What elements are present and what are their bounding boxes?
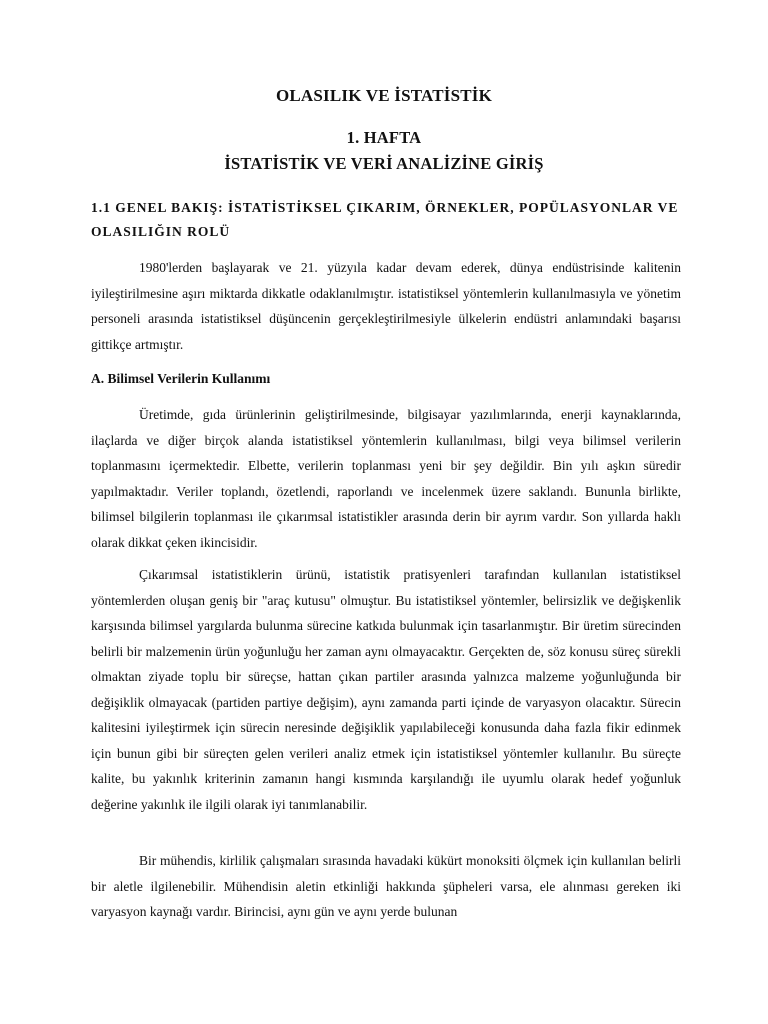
subsection-heading: A. Bilimsel Verilerin Kullanımı [91, 371, 271, 386]
document-title: OLASILIK VE İSTATİSTİK [275, 86, 493, 105]
week-label: 1. HAFTA [346, 128, 422, 147]
section-heading: 1.1 GENEL BAKIŞ: İSTATİSTİKSEL ÇIKARIM, ÖRNEKLER, POPÜLASYONLAR VE OLASILIĞIN ROLÜ [91, 200, 679, 239]
chapter-subtitle: İSTATİSTİK VE VERİ ANALİZİNE GİRİŞ [224, 154, 544, 173]
paragraph-3: Çıkarımsal istatistiklerin ürünü, istatistik pratisyenleri tarafından kullanılan istatistiksel yöntemlerden oluşan geniş bir "araç kutusu" olmuştur. Bu istatistiksel yöntemler, belirsizlik ve değişkenlik karşısında bilimsel yargılarda bulunma sürecine katkıda bulunmak için tasarlanmıştır. Bir üretim sürecinden belirli bir malzemenin ürün yoğunluğu her zaman aynı olmayacaktır. Gerçekten de, söz konusu süreç sürekli olmaktan ziyade toplu bir süreçse, hattan çıkan partiler arasında yalnızca malzeme yoğunluğunda bir değişiklik olmayacak (partiden partiye değişim), aynı zamanda parti içinde de varyasyon olacaktır. Sürecin kalitesini iyileştirmek için sürecin neresinde değişiklik yapılabileceği konusunda daha fazla fikir edinmek için bunun gibi bir süreçten gelen verileri analiz etmek için istatistiksel yöntemler kullanılır. Bu süreçte kalite, bu yakınlık kriterinin zamanın hangi kısmında karşılandığı ile uyumlu olarak hedef yoğunluk değerine yakınlık ile ilgili olarak iyi tanımlanabilir. [91, 567, 681, 812]
paragraph-1: 1980'lerden başlayarak ve 21. yüzyıla kadar devam ederek, dünya endüstrisinde kalitenin iyileştirilmesine aşırı miktarda dikkatle odaklanılmıştır. istatistiksel yöntemlerin kullanılmasıyla ve yönetim personeli arasında istatistiksel düşüncenin gerçekleştirilmesiyle ülkelerin endüstri anlamındaki başarısı gittikçe artmıştır. [91, 260, 681, 352]
paragraph-4: Bir mühendis, kirlilik çalışmaları sırasında havadaki kükürt monoksiti ölçmek için kullanılan belirli bir aletle ilgilenebilir. Mühendisin aletin etkinliği hakkında şüpheleri varsa, ele alınması gereken iki varyasyon kaynağı vardır. Birincisi, aynı gün ve aynı yerde bulunan [91, 853, 681, 919]
paragraph-2: Üretimde, gıda ürünlerinin geliştirilmesinde, bilgisayar yazılımlarında, enerji kaynaklarında, ilaçlarda ve diğer birçok alanda istatistiksel yöntemlerin kullanılması, bilgi veya bilimsel verilerin toplanmasını içermektedir. Elbette, verilerin toplanması yeni bir şey değildir. Bin yılı aşkın süredir yapılmaktadır. Veriler toplandı, özetlendi, raporlandı ve incelenmek üzere saklandı. Bununla birlikte, bilimsel bilgilerin toplanması ile çıkarımsal istatistikler arasında derin bir ayrım vardır. Son yıllarda haklı olarak dikkat çeken ikincisidir. [91, 407, 681, 550]
